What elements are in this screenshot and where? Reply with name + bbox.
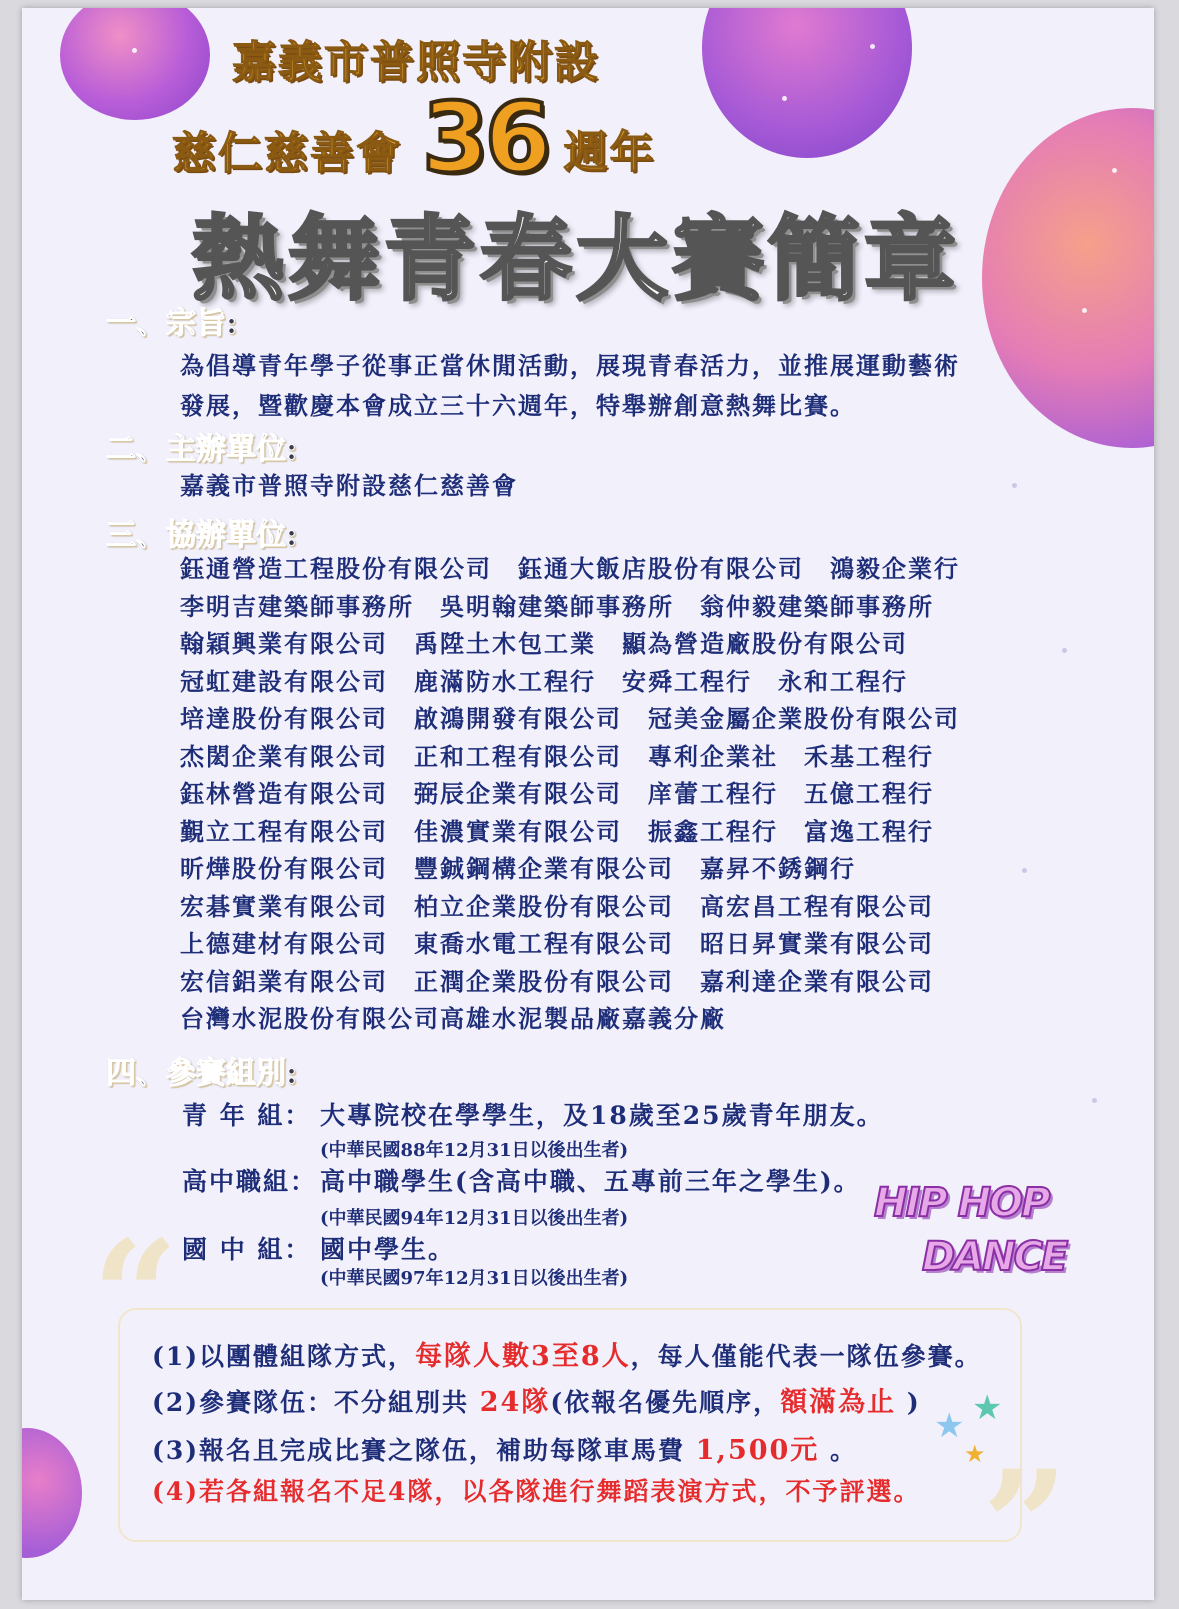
co-organizer: 富逸工程行: [804, 816, 934, 846]
co-organizer-row: [180, 700, 986, 738]
co-organizer: 昕燁股份有限公司: [180, 854, 388, 883]
co-organizer: 嘉昇不銹鋼行: [700, 854, 856, 883]
co-organizer: 鈺林營造有限公司: [180, 779, 388, 808]
section-heading-purpose: 一、宗旨:: [106, 306, 238, 341]
group-high-school: [182, 1162, 861, 1198]
co-organizer: 杰閎企業有限公司: [180, 741, 388, 771]
decor-dot: [1082, 308, 1087, 313]
co-organizer: 吳明翰建築師事務所: [440, 591, 674, 621]
co-organizer: 李明吉建築師事務所: [180, 591, 414, 621]
co-organizer: 顯為營造廠股份有限公司: [622, 629, 908, 658]
co-organizer: 永和工程行: [778, 666, 908, 696]
rule-text: (2)參賽隊伍：不分組別共: [152, 1388, 480, 1417]
section-heading-organizer: 二、主辦單位:: [106, 432, 298, 467]
co-organizer: 禹陞土木包工業: [414, 629, 596, 658]
co-organizer: 弼辰企業有限公司: [414, 779, 622, 808]
co-organizer: 振鑫工程行: [648, 816, 778, 846]
hiphop-badge-line2: DANCE: [922, 1234, 1067, 1280]
decor-dot: [1022, 868, 1027, 873]
header-org: 慈仁慈善會: [172, 128, 402, 179]
group-desc: 高中職學生(含高中職、五專前三年之學生)。: [320, 1167, 861, 1196]
co-organizer-row: [180, 1000, 986, 1038]
rule-highlight: 1,500元: [695, 1435, 820, 1466]
poster: [22, 8, 1154, 1600]
co-organizer-row: [180, 550, 986, 588]
group-label: 國 中 組：: [182, 1235, 312, 1264]
co-organizer-row: [180, 738, 986, 776]
decor-dot: [870, 44, 875, 49]
co-organizer: 覲立工程有限公司: [180, 816, 388, 846]
decor-dot: [1112, 168, 1117, 173]
header-line1: 嘉義市普照寺附設: [232, 37, 600, 88]
group-label: 青 年 組：: [182, 1101, 312, 1130]
organizer-name: 嘉義市普照寺附設慈仁慈善會: [180, 471, 518, 500]
page-title: 熱舞青春大賽簡章: [192, 206, 961, 313]
decor-orb: [982, 108, 1154, 448]
co-organizer: 嘉利達企業有限公司: [700, 966, 934, 996]
co-organizer: 五億工程行: [804, 779, 934, 808]
group-desc: 國中學生。: [320, 1235, 456, 1264]
rule-highlight: 每隊人數3至8人: [415, 1341, 631, 1372]
group-youth: [182, 1096, 884, 1132]
open-quote-icon: “: [92, 1208, 179, 1384]
decor-dot: [132, 48, 137, 53]
section-heading-groups: 四、參賽組別:: [106, 1056, 298, 1091]
star-icon: ★: [934, 1406, 965, 1446]
anniversary-number: 36: [422, 82, 548, 194]
co-organizer: 鴻毅企業行: [830, 554, 960, 583]
co-organizer: 柏立企業股份有限公司: [414, 891, 674, 921]
co-organizer: 庠蕾工程行: [648, 779, 778, 808]
co-organizer: 高宏昌工程有限公司: [700, 891, 934, 921]
purpose-text: [180, 346, 960, 426]
co-organizer: 安舜工程行: [622, 666, 752, 696]
co-organizer: 啟鴻開發有限公司: [414, 704, 622, 733]
decor-dot: [1062, 648, 1067, 653]
co-organizer: 專利企業社: [648, 741, 778, 771]
co-organizer-row: [180, 588, 986, 626]
group-label: 高中職組：: [182, 1167, 318, 1196]
close-quote-icon: ”: [982, 1438, 1069, 1600]
co-organizer-row: [180, 663, 986, 701]
rule-highlight: 24隊: [479, 1387, 551, 1418]
co-organizer: 佳濃實業有限公司: [414, 816, 622, 846]
co-organizer: 冠虹建設有限公司: [180, 666, 388, 696]
co-organizer-row: [180, 775, 986, 813]
section-heading-co-organizers: 三、協辦單位:: [106, 518, 298, 553]
rule-highlight: 額滿為止: [780, 1387, 897, 1418]
co-organizer: 冠美金屬企業股份有限公司: [648, 704, 960, 733]
hiphop-badge-line1: HIP HOP: [874, 1180, 1049, 1226]
decor-orb: [702, 8, 912, 158]
decor-orb: [22, 1428, 82, 1558]
star-icon: ★: [972, 1388, 1003, 1428]
group-desc: 大專院校在學學生，及18歲至25歲青年朋友。: [320, 1101, 884, 1130]
co-organizer-list: [180, 550, 986, 1038]
co-organizer: 宏信鋁業有限公司: [180, 966, 388, 996]
rule-text: (1)以團體組隊方式，: [152, 1342, 416, 1371]
rule-text: 。: [819, 1436, 858, 1465]
co-organizer-row: [180, 925, 986, 963]
rule-2: [152, 1380, 921, 1419]
header-anniversary: 週年: [563, 127, 656, 178]
co-organizer: 鹿滿防水工程行: [414, 666, 596, 696]
purpose-line: 發展，暨歡慶本會成立三十六週年，特舉辦創意熱舞比賽。: [180, 391, 856, 420]
co-organizer-row: [180, 963, 986, 1001]
co-organizer-row: [180, 813, 986, 851]
co-organizer: 禾基工程行: [804, 741, 934, 771]
star-icon: ★: [964, 1440, 986, 1468]
co-organizer: 鈺通大飯店股份有限公司: [518, 554, 804, 583]
co-organizer: 正潤企業股份有限公司: [414, 966, 674, 996]
co-organizer: 台灣水泥股份有限公司高雄水泥製品廠嘉義分廠: [180, 1004, 726, 1033]
rule-3: [152, 1428, 857, 1467]
rule-text: ): [896, 1388, 921, 1417]
decor-dot: [1092, 1098, 1097, 1103]
decor-dot: [1012, 483, 1017, 488]
co-organizer: 昭日昇實業有限公司: [700, 929, 934, 958]
co-organizer: 豐鋮鋼構企業有限公司: [414, 854, 674, 883]
decor-dot: [782, 96, 787, 101]
co-organizer: 翰穎興業有限公司: [180, 629, 388, 658]
co-organizer-row: [180, 888, 986, 926]
rule-1: [152, 1334, 982, 1373]
rule-text: (3)報名且完成比賽之隊伍，補助每隊車馬費: [152, 1436, 696, 1465]
co-organizer-row: [180, 850, 986, 888]
rule-4: (4)若各組報名不足4隊，以各隊進行舞蹈表演方式，不予評選。: [152, 1477, 921, 1506]
co-organizer: 上德建材有限公司: [180, 929, 388, 958]
co-organizer: 培達股份有限公司: [180, 704, 388, 733]
group-note: (中華民國97年12月31日以後出生者): [320, 1268, 629, 1289]
rule-text: (依報名優先順序，: [550, 1388, 781, 1417]
group-note: (中華民國88年12月31日以後出生者): [320, 1140, 629, 1161]
co-organizer: 翁仲毅建築師事務所: [700, 591, 934, 621]
group-note: (中華民國94年12月31日以後出生者): [320, 1208, 629, 1229]
purpose-line: 為倡導青年學子從事正當休閒活動，展現青春活力，並推展運動藝術: [180, 351, 960, 380]
co-organizer-row: [180, 625, 986, 663]
group-junior-high: [182, 1230, 455, 1266]
rule-text: ，每人僅能代表一隊伍參賽。: [630, 1342, 982, 1371]
co-organizer: 宏碁實業有限公司: [180, 891, 388, 921]
co-organizer: 正和工程有限公司: [414, 741, 622, 771]
co-organizer: 東喬水電工程有限公司: [414, 929, 674, 958]
co-organizer: 鈺通營造工程股份有限公司: [180, 554, 492, 583]
